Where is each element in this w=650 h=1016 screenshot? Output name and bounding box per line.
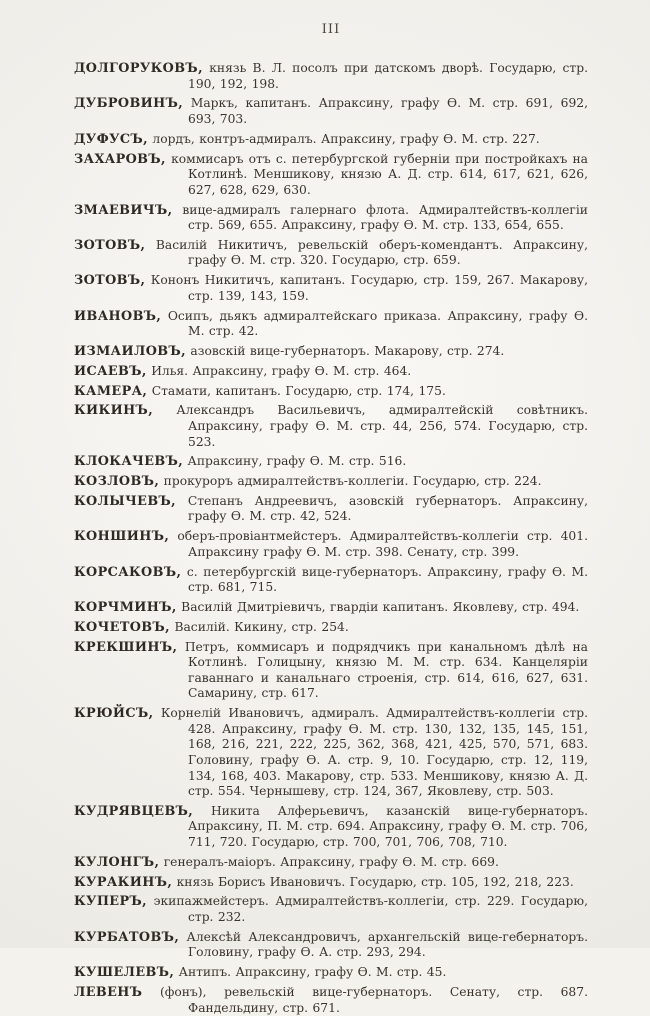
index-entry (74, 132, 588, 148)
entry-name: ДУБРОВИНЪ, (74, 96, 184, 112)
entry-text: князь В. Л. посолъ при датскомъ дворѣ. Государю, стр. 190, 192, 198. (188, 61, 588, 91)
index-entry (74, 529, 588, 560)
entry-name: КУРАКИНЪ, (74, 874, 173, 890)
entry-text: Илья. Апраксину, графу Ѳ. М. стр. 464. (151, 363, 412, 378)
entry-name: КУШЕЛЕВЪ, (74, 965, 175, 981)
page-number: III (321, 22, 341, 37)
index-entry (74, 640, 588, 702)
entry-text: Апраксину, графу Ѳ. М. стр. 516. (187, 454, 407, 469)
index-entry (74, 855, 588, 871)
entry-name: ИВАНОВЪ, (74, 308, 162, 324)
entry-text: с. петербургскій вице-губернаторъ. Апраксину, графу Ѳ. М. стр. 681, 715. (186, 564, 589, 595)
entry-text: Александръ Васильевичъ, адмиралтейскій совѣтникъ. Апраксину, графу Ѳ. М. стр. 44, 256, 574. Государю, стр. 523. (176, 403, 588, 449)
entry-name: ДУФУСЪ, (74, 131, 148, 147)
entry-name: КОРЧМИНЪ, (74, 600, 177, 615)
entry-text: Алексѣй Александровичъ, архангельскій вице-гебернаторъ. Головину, графу Ѳ. А. стр. 293, 294. (186, 929, 588, 960)
entry-text: азовскій вице-губернаторъ. Макарову, стр. 274. (190, 344, 505, 358)
index-entry (74, 620, 588, 636)
entry-name: КОРСАКОВЪ, (74, 564, 182, 580)
entry-name: КУДРЯВЦЕВЪ, (74, 803, 194, 819)
index-entry (74, 273, 588, 304)
entry-text: экипажмейстеръ. Адмиралтействъ-коллегіи, стр. 229. Государю, стр. 232. (153, 894, 588, 924)
index-entry (74, 384, 588, 400)
entry-name: КИКИНЪ, (74, 403, 154, 419)
index-entry (74, 894, 588, 925)
index-entry (74, 565, 588, 596)
entry-text: Василій Никитичъ, ревельскій оберъ-комендантъ. Апраксину, графу Ѳ. М. стр. 320. Государю, стр. 659. (155, 237, 588, 268)
index-list (74, 61, 588, 1016)
index-entry (74, 494, 588, 525)
entry-text: Петръ, коммисаръ и подрядчикъ при канальномъ дѣлѣ на Котлинѣ. Голицыну, князю М. М. стр. 634. Канцеляріи гаваннаго и канальнаго строенія, стр. 614, 616, 627, 631. Самарину, стр. 617. (184, 639, 588, 701)
entry-name: ИЗМАИЛОВЪ, (74, 344, 186, 359)
entry-text: Антипъ. Апраксину, графу Ѳ. М. стр. 45. (178, 965, 447, 980)
entry-name: ИСАЕВЪ, (74, 363, 147, 379)
index-entry (74, 403, 588, 450)
entry-text: лордъ, контръ-адмиралъ. Апраксину, графу Ѳ. М. стр. 227. (152, 131, 540, 146)
entry-text: Степанъ Андреевичъ, азовскій губернаторъ. Апраксину, графу Ѳ. М. стр. 42, 524. (187, 493, 588, 524)
entry-name: КРЕКШИНЪ, (74, 639, 178, 655)
index-entry (74, 364, 588, 380)
entry-text: Никита Алферьевичъ, казанскій вице-губернаторъ. Апраксину, П. М. стр. 694. Апраксину, графу Ѳ. М. стр. 706, 711, 720. Государю, стр. 700, 701, 706, 708, 710. (188, 803, 588, 850)
entry-text: Кононъ Никитичъ, капитанъ. Государю, стр. 159, 267. Макарову, стр. 139, 143, 159. (150, 273, 588, 303)
index-entry (74, 985, 588, 1016)
entry-text: генералъ-маіоръ. Апраксину, графу Ѳ. М. стр. 669. (163, 854, 499, 869)
index-entry (74, 309, 588, 340)
index-entry (74, 203, 588, 234)
index-entry (74, 96, 588, 127)
entry-text: Василій Дмитріевичъ, гвардіи капитанъ. Яковлеву, стр. 494. (181, 600, 580, 614)
index-entry (74, 965, 588, 981)
index-entry (74, 930, 588, 961)
entry-name: КЛОКАЧЕВЪ, (74, 454, 184, 470)
entry-name: КОЛЫЧЕВЪ, (74, 493, 177, 509)
entry-name: ДОЛГОРУКОВЪ, (74, 61, 203, 76)
index-entry (74, 600, 588, 616)
index-entry (74, 804, 588, 851)
index-entry (74, 152, 588, 199)
entry-name: КОЧЕТОВЪ, (74, 619, 171, 635)
entry-text: Василій. Кикину, стр. 254. (174, 619, 349, 634)
index-entry (74, 61, 588, 92)
entry-name: КОЗЛОВЪ, (74, 474, 160, 490)
entry-text: Маркъ, капитанъ. Апраксину, графу Ѳ. М. стр. 691, 692, 693, 703. (188, 96, 588, 126)
entry-name: ЗАХАРОВЪ, (74, 151, 166, 167)
entry-text: оберъ-провіантмейстеръ. Адмиралтействъ-коллегіи стр. 401. Апраксину графу Ѳ. М. стр. 398. Сенату, стр. 399. (177, 529, 588, 559)
entry-name: КОНШИНЪ, (74, 529, 170, 545)
index-entry (74, 706, 588, 800)
index-entry (74, 344, 588, 360)
entry-name: ЗОТОВЪ, (74, 237, 146, 253)
entry-name: КУПЕРЪ, (74, 894, 147, 910)
entry-name: КРЮЙСЪ, (74, 706, 154, 722)
entry-text: Корнелій Ивановичъ, адмиралъ. Адмиралтействъ-коллегіи стр. 428. Апраксину, графу Ѳ. М. стр. 130, 132, 135, 145, 151, 168, 216, 221, 222, 225, 362, 368, 421, 425, 570, 571, 683. Головину, графу Ѳ. А. стр. 9, 10. Государю, стр. 12, 119, 134, 168, 403. Макарову, стр. 533. Меншикову, князю А. Д. стр. 554. Чернышеву, стр. 124, 367, Яковлеву, стр. 503. (160, 706, 588, 799)
entry-text: прокуроръ адмиралтействъ-коллегіи. Государю, стр. 224. (163, 474, 542, 489)
entry-name: ЗОТОВЪ, (74, 273, 146, 289)
entry-text: коммисаръ отъ с. петербургской губерніи при постройкахъ на Котлинѣ. Меншикову, князю А. Д. стр. 614, 617, 621, 626, 627, 628, 629, 630. (171, 151, 588, 197)
entry-name: КУРБАТОВЪ, (74, 929, 180, 945)
entry-name: КАМЕРА, (74, 383, 148, 399)
entry-name: ЛЕВЕНЪ (74, 984, 143, 1000)
entry-text: Осипъ, дьякъ адмиралтейскаго приказа. Апраксину, графу Ѳ. М. стр. 42. (167, 308, 589, 339)
entry-text: вице-адмиралъ галернаго флота. Адмиралтействъ-коллегіи стр. 569, 655. Апраксину, графу Ѳ. М. стр. 133, 654, 655. (182, 202, 588, 233)
index-entry (74, 238, 588, 269)
index-entry (74, 875, 588, 891)
entry-name: ЗМАЕВИЧЪ, (74, 202, 173, 218)
index-entry (74, 454, 588, 470)
entry-text: князь Борисъ Ивановичъ. Государю, стр. 105, 192, 218, 223. (176, 874, 574, 889)
entry-text: Стамати, капитанъ. Государю, стр. 174, 175. (151, 383, 446, 398)
entry-text: (фонъ), ревельскій вице-губернаторъ. Сенату, стр. 687. Фандельдину, стр. 671. (159, 984, 588, 1015)
entry-name: КУЛОНГЪ, (74, 854, 160, 870)
index-entry (74, 474, 588, 490)
